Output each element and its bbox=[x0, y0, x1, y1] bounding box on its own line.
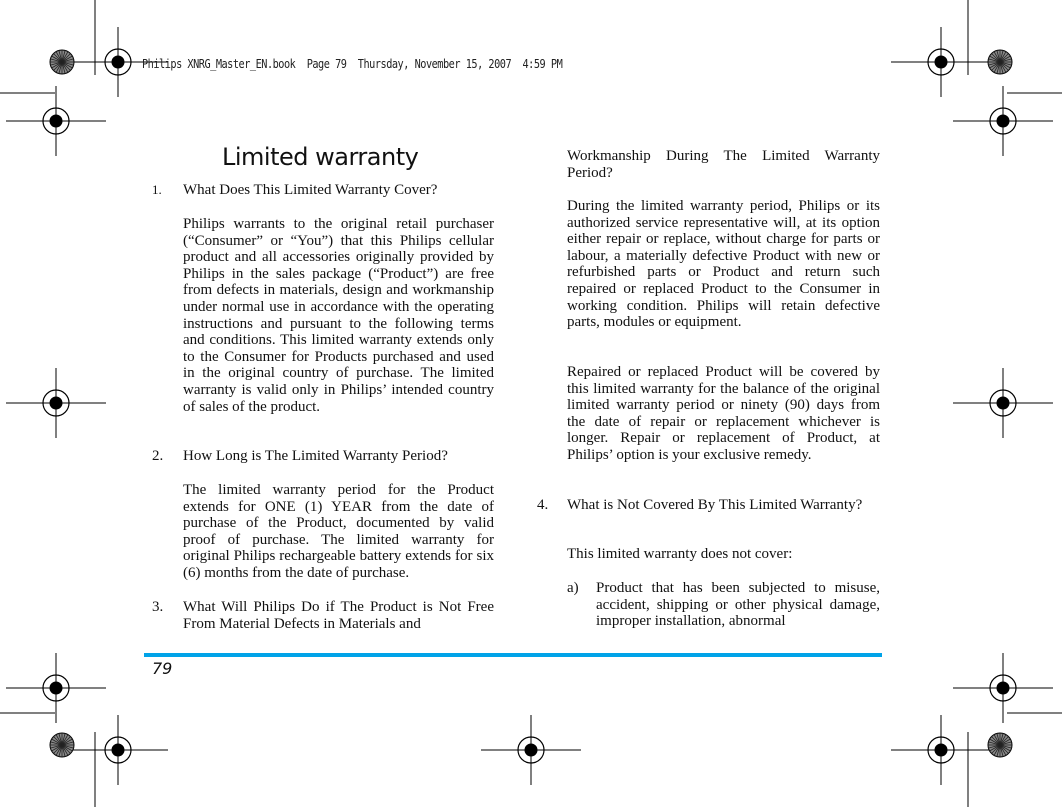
item-heading: What Does This Limited Warranty Cover? bbox=[183, 182, 438, 198]
registration-dot bbox=[525, 744, 537, 756]
item-heading: How Long is The Limited Warranty Period? bbox=[183, 448, 448, 464]
registration-dot bbox=[50, 682, 62, 694]
item-number: 2. bbox=[152, 448, 164, 464]
page-number: 79 bbox=[152, 659, 173, 678]
item-number: 1. bbox=[152, 182, 162, 197]
item-body: Philips warrants to the original retail purchaser (“Consumer” or “You”) that this Philips cellular product and all accessories originally provided by Philips in the sales package (“Product”) are free from defects in materials, design and workmanship under normal use in accordance with the operating instructions and pursuant to the following terms and conditions. This limited warranty extends only to the Consumer for Products purchased and used in the original country of purchase. The limited warranty is valid only in Philips’ intended country of sales of the product. bbox=[183, 216, 494, 415]
item-number: 3. bbox=[152, 599, 164, 615]
registration-dot bbox=[935, 56, 947, 68]
registration-dot bbox=[112, 56, 124, 68]
sub-item-text: Product that has been subjected to misuse, accident, shipping or other physical damage, improper installation, abnormal bbox=[596, 580, 880, 630]
item-body: The limited warranty period for the Product extends for ONE (1) YEAR from the date of purchase of the Product, documented by valid proof of purchase. The limited warranty for original Philips rechargeable battery extends for six (6) months from the date of purchase. bbox=[183, 482, 494, 581]
page-title: Limited warranty bbox=[222, 143, 419, 171]
registration-dot bbox=[50, 397, 62, 409]
footer-rule bbox=[144, 653, 882, 657]
print-slug: Philips XNRG_Master_EN.book Page 79 Thursday, November 15, 2007 4:59 PM bbox=[142, 56, 563, 71]
item-body: During the limited warranty period, Philips or its authorized service representative will, at its option either repair or replace, without charge for parts or labour, a materially defective Product with new or refurbished parts or Product and return such repaired or replaced Product to the Consumer in working condition. Philips will retain defective parts, modules or equipment. bbox=[567, 198, 880, 331]
sub-item-label: a) bbox=[567, 580, 579, 596]
item-body: Repaired or replaced Product will be covered by this limited warranty for the balance of the original limited warranty period or ninety (90) days from the date of repair or replacement whichever is longer. Repair or replacement of Product, at Philips’ option is your exclusive remedy. bbox=[567, 364, 880, 463]
item-heading: What is Not Covered By This Limited Warranty? bbox=[567, 497, 863, 513]
registration-dot bbox=[112, 744, 124, 756]
registration-dot bbox=[997, 682, 1009, 694]
registration-dot bbox=[997, 397, 1009, 409]
registration-dot bbox=[50, 115, 62, 127]
registration-dot bbox=[997, 115, 1009, 127]
registration-dot bbox=[935, 744, 947, 756]
item-heading: What Will Philips Do if The Product is Not Free From Material Defects in Materials and bbox=[183, 599, 494, 632]
item-heading-continued: Workmanship During The Limited Warranty Period? bbox=[567, 148, 880, 181]
item-body: This limited warranty does not cover: bbox=[567, 546, 793, 562]
item-number: 4. bbox=[537, 497, 549, 513]
